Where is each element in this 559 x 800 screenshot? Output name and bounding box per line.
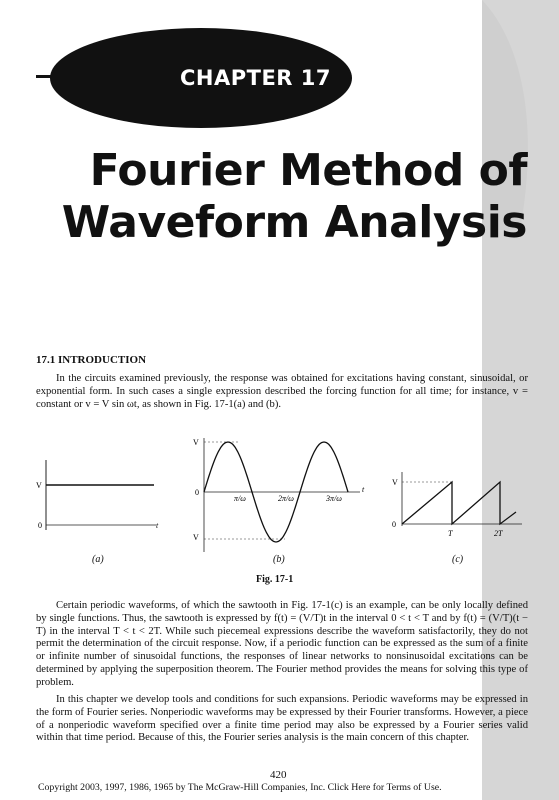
fig-b-caption: (b) [273,554,285,565]
fig-a-caption: (a) [92,554,104,565]
fig-c-zero-label: 0 [392,520,396,529]
fig-b-tick-1: π/ω [234,494,246,503]
chapter-title-line-2: Waveform Analysis [61,197,527,248]
fig-b-negv-label: V [193,533,199,542]
page-number: 420 [270,769,287,781]
fig-c-v-label: V [392,478,398,487]
chapter-title-line-1: Fourier Method of [89,145,527,196]
fig-a-v-label: V [36,481,42,490]
copyright-line[interactable]: Copyright 2003, 1997, 1986, 1965 by The McGraw-Hill Companies, Inc. Click Here for Terms of Use. [38,782,442,793]
sawtooth-wave [402,482,516,524]
figure-caption: Fig. 17-1 [256,574,294,585]
figure-c [390,468,530,553]
fig-b-tick-2: 2π/ω [278,494,294,503]
paragraph-intro: In the circuits examined previously, the response was obtained for excitations having constant, sinusoidal, or exponential form. In such cases a single expression described the forcing function for all time; for instance, v = constant or v = V sin ωt, as shown in Fig. 17-1(a) and (b). [36,373,528,410]
chapter-title [62,145,527,249]
fig-c-2T-label: 2T [494,529,503,538]
paragraph-periodic: Certain periodic waveforms, of which the sawtooth in Fig. 17-1(c) is an example, can be only locally defined by single functions. Thus, the sawtooth is expressed by f(t) = (V/T)t in the interval 0 < t < T and by f(t) = (V/T)(t − T) in the interval T < t < 2T. While such piecemeal expressions describe the waveform satisfactorily, they do not permit the determination of the circuit response. Now, if a periodic function can be expressed as the sum of a finite or infinite number of sinusoidal functions, the responses of linear networks to nonsinusoidal excitations can be determined by applying the superposition theorem. The Fourier method provides the means for solving this type of problem. [36,600,528,688]
figure-b [188,434,368,564]
fig-b-zero-label: 0 [195,488,199,497]
fig-b-v-label: V [193,438,199,447]
fig-c-T-label: T [448,529,453,538]
paragraph-chapter-scope: In this chapter we develop tools and conditions for such expansions. Periodic waveforms may be expressed in the form of Fourier series. Nonperiodic waveforms may be expressed by their Fourier transforms. However, a piece of a nonperiodic waveform specified over a finite time period may also be expressed by a Fourier series valid within that time period. Because of this, the Fourier series analysis is the main concern of this chapter. [36,694,528,744]
fig-a-zero-label: 0 [38,521,42,530]
fig-b-tick-3: 3π/ω [326,494,342,503]
fig-a-t-label: t [156,521,159,530]
chapter-label: CHAPTER 17 [180,66,332,90]
section-heading: 17.1 INTRODUCTION [36,354,147,366]
fig-b-t-label: t [362,485,365,494]
figure-a [36,455,161,550]
fig-c-caption: (c) [452,554,464,565]
